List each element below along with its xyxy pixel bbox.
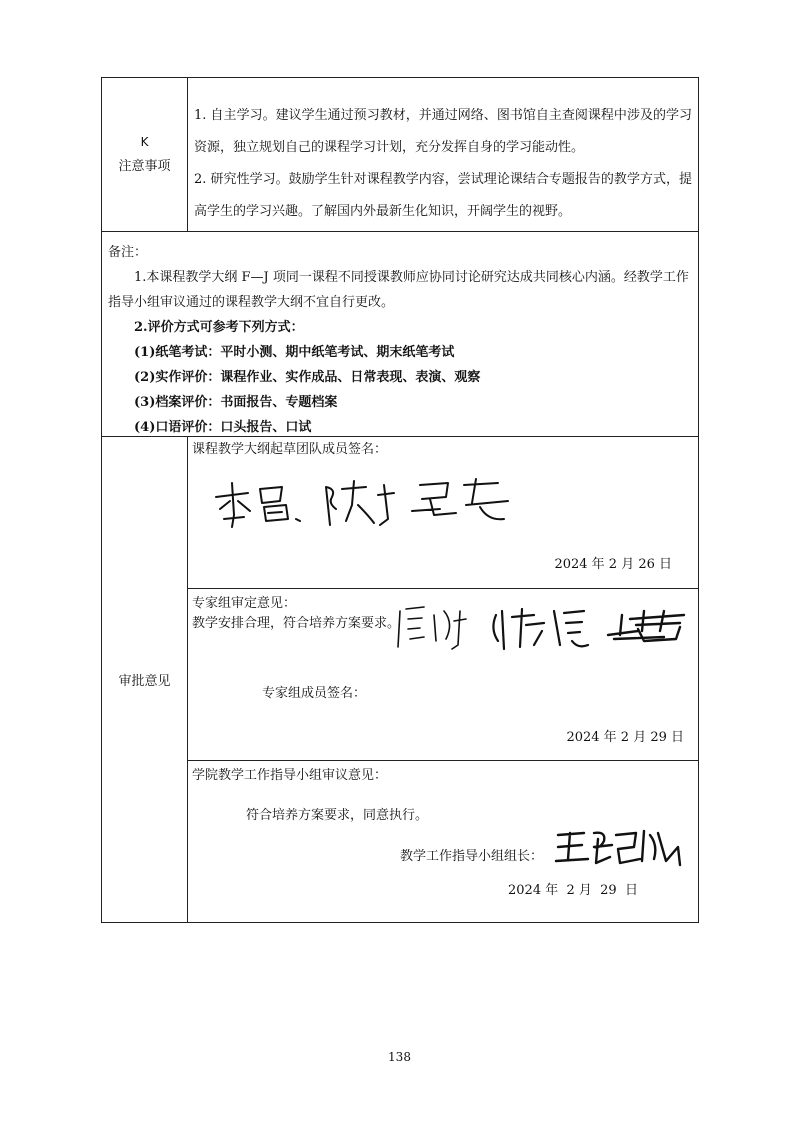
drafters-date: 2024 年 2 月 26 日 xyxy=(554,557,672,572)
college-section xyxy=(188,761,698,922)
experts-members-label: 专家组成员签名： xyxy=(262,686,367,701)
remarks-line-2: 2.评价方式可参考下列方式： xyxy=(134,320,304,335)
approval-label: 审批意见 xyxy=(118,674,171,689)
approval-row xyxy=(102,437,698,922)
drafters-section xyxy=(188,437,698,589)
approval-content xyxy=(188,437,698,922)
college-opinion: 符合培养方案要求，同意执行。 xyxy=(246,808,429,823)
drafters-heading: 课程教学大纲起草团队成员签名： xyxy=(192,442,388,457)
remarks-content xyxy=(102,232,698,448)
experts-heading: 专家组审定意见： xyxy=(192,596,297,611)
syllabus-table xyxy=(101,77,699,923)
remarks-line-5: (3)档案评价：书面报告、专题档案 xyxy=(134,395,338,410)
notes-label: 注意事项 xyxy=(118,159,171,174)
notes-label-cell xyxy=(102,78,188,231)
notes-row xyxy=(102,78,698,232)
remarks-line-6: (4)口语评价：口头报告、口试 xyxy=(134,420,312,435)
college-heading: 学院教学工作指导小组审议意见： xyxy=(192,768,388,783)
page-number: 138 xyxy=(388,1050,411,1064)
college-date: 2024 年 2 月 29 日 xyxy=(508,883,638,898)
experts-opinion: 教学安排合理，符合培养方案要求。 xyxy=(192,616,401,631)
experts-section xyxy=(188,589,698,761)
notes-content xyxy=(188,78,698,231)
notes-item-2: 2. 研究性学习。鼓励学生针对课程教学内容，尝试理论课结合专题报告的教学方式，提高学生的学习兴趣。了解国内外最新生化知识，开阔学生的视野。 xyxy=(194,172,692,219)
college-signature-image xyxy=(554,825,684,869)
notes-label-top: K xyxy=(140,135,149,149)
college-leader-label: 教学工作指导小组组长： xyxy=(400,849,544,864)
remarks-row xyxy=(102,232,698,437)
remarks-line-4: (2)实作评价：课程作业、实作成品、日常表现、表演、观察 xyxy=(134,370,481,385)
notes-item-1: 1. 自主学习。建议学生通过预习教材，并通过网络、图书馆自主查阅课程中涉及的学习资源，独立规划自己的课程学习计划，充分发挥自身的学习能动性。 xyxy=(194,108,692,155)
approval-label-cell xyxy=(102,437,188,922)
experts-date: 2024 年 2 月 29 日 xyxy=(566,730,684,745)
experts-signature-image xyxy=(394,601,694,653)
remarks-heading: 备注： xyxy=(108,245,148,260)
remarks-line-1: 1.本课程教学大纲 F—J 项同一课程不同授课教师应协同讨论研究达成共同核心内涵。经教学工作指导小组审议通过的课程教学大纲不宜自行更改。 xyxy=(108,270,689,310)
drafters-signature-image xyxy=(208,475,518,531)
remarks-line-3: (1)纸笔考试：平时小测、期中纸笔考试、期末纸笔考试 xyxy=(134,345,455,360)
